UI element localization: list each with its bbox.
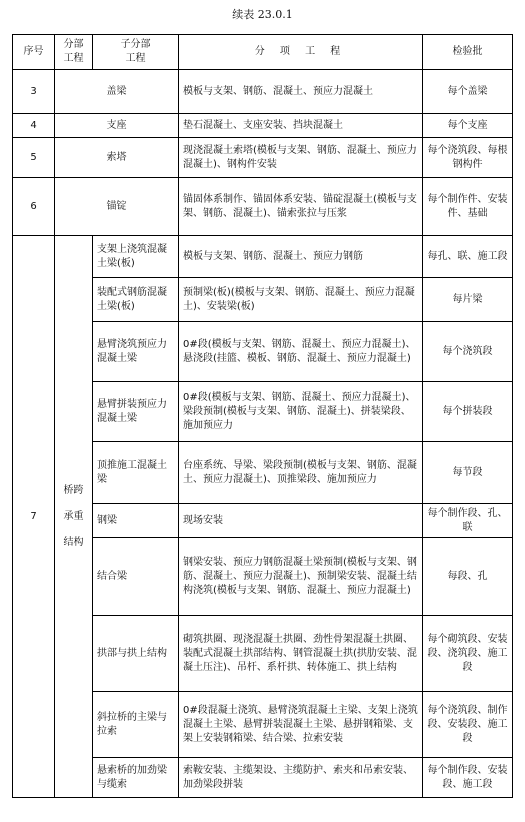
row-no: 5: [13, 138, 55, 178]
row-subpart: 盖梁: [55, 70, 179, 114]
row-lot: 每节段: [423, 442, 513, 504]
row-subpart: 结合梁: [93, 538, 179, 616]
header-lot: 检验批: [423, 35, 513, 70]
row-lot: 每个支座: [423, 114, 513, 138]
group-no: 7: [13, 236, 55, 798]
header-subpart: 子分部 工程: [93, 35, 179, 70]
row-lot: 每片梁: [423, 278, 513, 322]
row-lot: 每段、孔: [423, 538, 513, 616]
row-subpart: 钢梁: [93, 504, 179, 538]
row-subpart: 悬臂拼装预应力混凝土梁: [93, 382, 179, 442]
table-row: [13, 114, 513, 138]
row-no: 4: [13, 114, 55, 138]
row-items: 0#段(模板与支架、钢筋、混凝土、预应力混凝土)、梁段预制(模板与支架、钢筋、混凝土)、拼装梁段、施加预应力: [179, 382, 423, 442]
row-lot: 每个浇筑段、每根钢构件: [423, 138, 513, 178]
table-row: [13, 236, 513, 278]
table-row: [13, 178, 513, 236]
row-subpart: 顶推施工混凝土梁: [93, 442, 179, 504]
group-part: 桥跨 承重 结构: [55, 236, 93, 798]
row-items: 垫石混凝土、支座安装、挡块混凝土: [179, 114, 423, 138]
row-subpart: 索塔: [55, 138, 179, 178]
row-lot: 每个浇筑段、制作段、安装段、施工段: [423, 692, 513, 758]
row-items: 砌筑拱圈、现浇混凝土拱圈、劲性骨架混凝土拱圈、装配式混凝土拱部结构、钢管混凝土拱(拱肋安装、混凝土压注)、吊杆、系杆拱、转体施工、拱上结构: [179, 616, 423, 692]
row-no: 3: [13, 70, 55, 114]
row-items: 0#段(模板与支架、钢筋、混凝土、预应力混凝土)、悬浇段(挂篮、模板、钢筋、混凝土、预应力混凝土): [179, 322, 423, 382]
table-row: [13, 70, 513, 114]
header-items: 分 项 工 程: [179, 35, 423, 70]
row-items: 索鞍安装、主缆架设、主缆防护、索夹和吊索安装、加劲梁段拼装: [179, 758, 423, 798]
row-items: 模板与支架、钢筋、混凝土、预应力钢筋: [179, 236, 423, 278]
row-items: 预制梁(板)(模板与支架、钢筋、混凝土、预应力混凝土)、安装梁(板): [179, 278, 423, 322]
row-items: 台座系统、导梁、梁段预制(模板与支架、钢筋、混凝土、预应力混凝土)、顶推梁段、施加预应力: [179, 442, 423, 504]
row-no: 6: [13, 178, 55, 236]
acceptance-table: [12, 34, 513, 798]
header-part: 分部 工程: [55, 35, 93, 70]
row-subpart: 拱部与拱上结构: [93, 616, 179, 692]
row-lot: 每个盖梁: [423, 70, 513, 114]
header-no: 序号: [13, 35, 55, 70]
row-subpart: 悬索桥的加劲梁与缆索: [93, 758, 179, 798]
row-items: 锚固体系制作、锚固体系安装、锚碇混凝土(模板与支架、钢筋、混凝土)、锚索张拉与压浆: [179, 178, 423, 236]
row-subpart: 悬臂浇筑预应力混凝土梁: [93, 322, 179, 382]
table-header-row: [13, 35, 513, 70]
table-caption: 续表 23.0.1: [232, 8, 293, 21]
row-items: 模板与支架、钢筋、混凝土、预应力混凝土: [179, 70, 423, 114]
row-lot: 每孔、联、施工段: [423, 236, 513, 278]
row-lot: 每个制作段、安装段、施工段: [423, 758, 513, 798]
row-subpart: 装配式钢筋混凝土梁(板): [93, 278, 179, 322]
row-lot: 每个砌筑段、安装段、浇筑段、施工段: [423, 616, 513, 692]
table-row: [13, 138, 513, 178]
row-items: 钢梁安装、预应力钢筋混凝土梁预制(模板与支架、钢筋、混凝土、预应力混凝土)、预制梁安装、混凝土结构浇筑(模板与支架、钢筋、混凝土、预应力混凝土): [179, 538, 423, 616]
row-lot: 每个制作段、孔、联: [423, 504, 513, 538]
row-lot: 每个拼装段: [423, 382, 513, 442]
row-items: 现浇混凝土索塔(模板与支架、钢筋、混凝土、预应力混凝土)、钢构件安装: [179, 138, 423, 178]
row-items: 现场安装: [179, 504, 423, 538]
row-lot: 每个浇筑段: [423, 322, 513, 382]
row-subpart: 锚锭: [55, 178, 179, 236]
row-items: 0#段混凝土浇筑、悬臂浇筑混凝土主梁、支架上浇筑混凝土主梁、悬臂拼装混凝土主梁、悬拼钢箱梁、支架上安装钢箱梁、结合梁、拉索安装: [179, 692, 423, 758]
row-subpart: 支座: [55, 114, 179, 138]
row-subpart: 斜拉桥的主梁与拉索: [93, 692, 179, 758]
row-lot: 每个制作件、安装件、基础: [423, 178, 513, 236]
row-subpart: 支架上浇筑混凝土梁(板): [93, 236, 179, 278]
